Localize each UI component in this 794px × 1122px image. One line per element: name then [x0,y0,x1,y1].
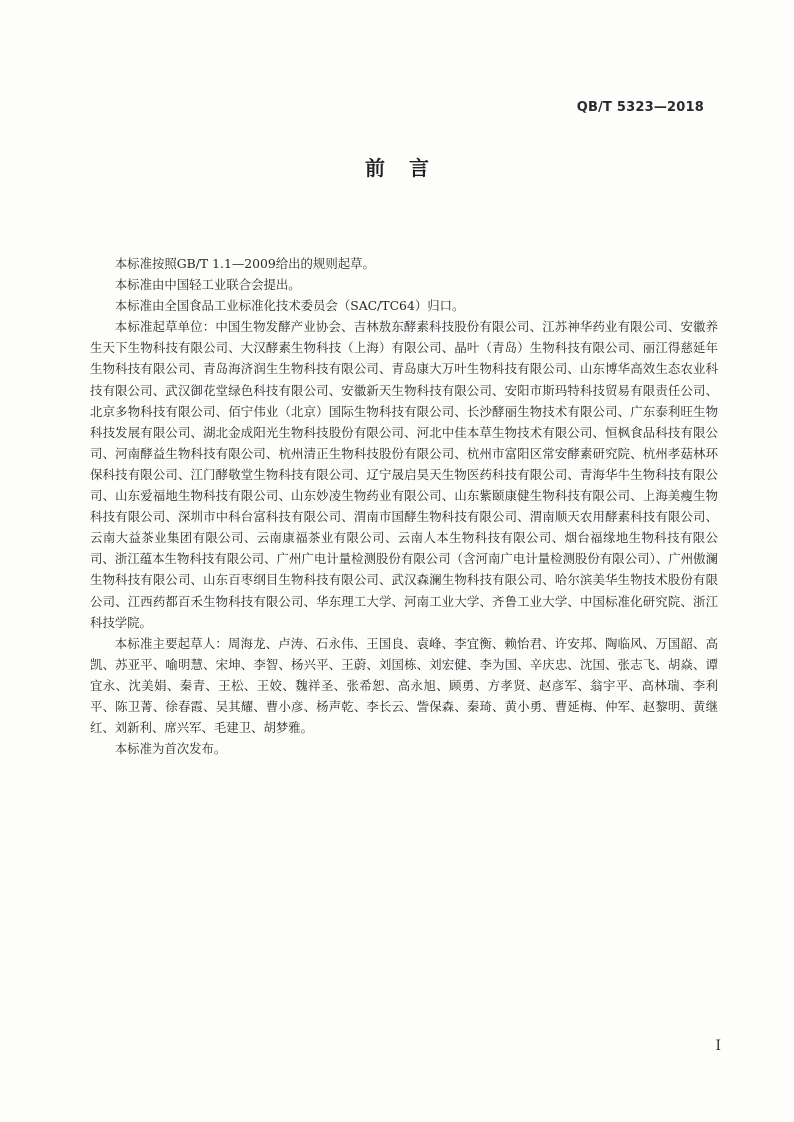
paragraph-administration: 本标准由全国食品工业标准化技术委员会（SAC/TC64）归口。 [114,298,465,314]
page-title: 前言 [365,156,453,180]
paragraph-drafting-rules: 本标准按照GB/T 1.1—2009给出的规则起草。 [114,256,375,271]
foreword-body [90,253,718,759]
paragraph-drafting-units: 本标准起草单位：中国生物发酵产业协会、吉林敖东酵素科技股份有限公司、江苏神华药业有限公司、安徽养生天下生物科技有限公司、大汉酵素生物科技（上海）有限公司、晶叶（青岛）生物科技有限公司、丽江得慈延年生物科技有限公司、青岛海济润生生物科技有限公司、青岛康大万叶生物科技有限公司、山东博华高效生态农业科技有限公司、武汉御花堂绿色科技有限公司、安徽新天生物科技有限公司、安阳市斯玛特科技贸易有限责任公司、北京多物科技有限公司、佰宁伟业（北京）国际生物科技有限公司、长沙酵丽生物技术有限公司、广东泰利旺生物科技发展有限公司、湖北金成阳光生物科技股份有限公司、河北中佳本草生物技术有限公司、恒枫食品科技有限公司、河南酵益生物科技有限公司、杭州清正生物科技股份有限公司、杭州市富阳区常安酵素研究院、杭州孝菇林环保科技有限公司、江门酵敬堂生物科技有限公司、辽宁晟启昊天生物医药科技有限公司、青海华牛生物科技有限公司、山东爱福地生物科技有限公司、山东妙凌生物药业有限公司、山东紫颐康健生物科技有限公司、上海美瘦生物科技有限公司、深圳市中科台富科技有限公司、渭南市国酵生物科技有限公司、渭南顺天农用酵素科技有限公司、云南大益茶业集团有限公司、云南康福茶业有限公司、云南人本生物科技有限公司、烟台福缘地生物科技有限公司、浙江蕴本生物科技有限公司、广州广电计量检测股份有限公司（含河南广电计量检测股份有限公司）、广州傲澜生物科技有限公司、山东百枣纲目生物科技有限公司、武汉森澜生物科技有限公司、哈尔滨美华生物技术股份有限公司、江西药都百禾生物科技有限公司、华东理工大学、河南工业大学、齐鲁工业大学、中国标准化研究院、浙江科技学院。 [90,319,718,630]
paragraph-first-release: 本标准为首次发布。 [114,741,227,757]
paragraph-main-drafters: 本标准主要起草人：周海龙、卢涛、石永伟、王国良、袁峰、李宜衡、赖怡君、许安邦、陶临风、万国韶、高凯、苏亚平、喻明慧、宋坤、李智、杨兴平、王蔚、刘国栋、刘宏健、李为国、辛庆忠、沈国、张志飞、胡焱、谭宜永、沈美娟、秦青、王松、王姣、魏祥圣、张希恕、高永旭、顾勇、方孝贤、赵彦军、翁宇平、高林瑞、李利平、陈卫菁、徐春霞、吴其耀、曹小彦、杨声乾、李长云、訾保森、秦琦、黄小勇、曹延梅、仲军、赵黎明、黄继红、刘新利、席兴军、毛建卫、胡梦雅。 [90,635,718,736]
standard-code: QB/T 5323—2018 [576,100,704,115]
page-number: I [715,1038,721,1054]
paragraph-proposer: 本标准由中国轻工业联合会提出。 [114,277,301,293]
